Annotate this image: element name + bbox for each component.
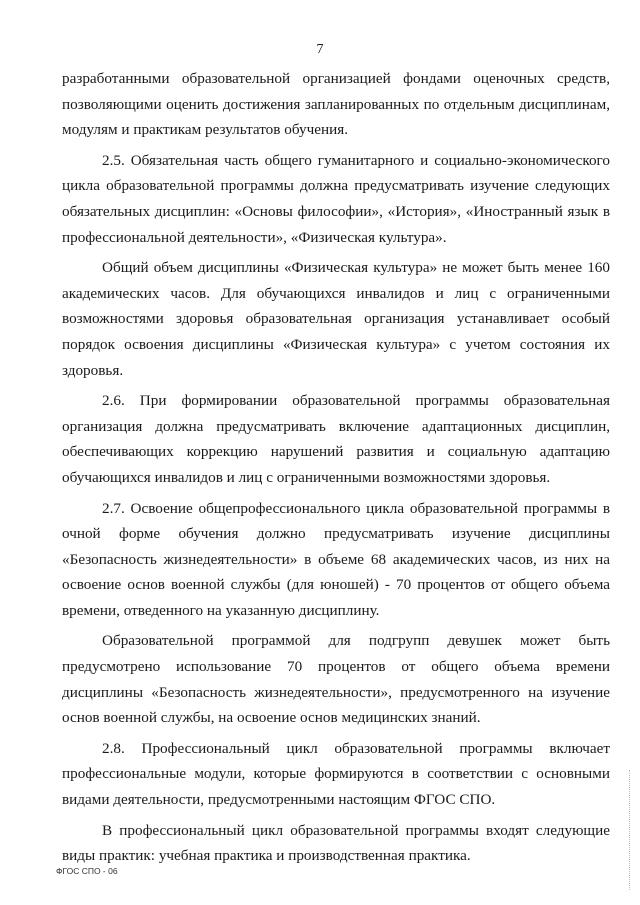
paragraph-girls-subgroups: Образовательной программой для подгрупп девушек может быть предусмотрено использование 70 процентов от общего объема времени дисциплины «Безопасность жизнедеятельности», предусмотренного на изучение основ военной службы, на освоение основ медицинских знаний.	[62, 632, 610, 727]
paragraph-physical-culture: Общий объем дисциплины «Физическая культура» не может быть менее 160 академических часов. Для обучающихся инвалидов и лиц с ограниченными возможностями здоровья образовательная организация устанавливает особый порядок освоения дисциплины «Физическая культура» с учетом состояния их здоровья.	[62, 259, 610, 379]
footer-label: ФГОС СПО - 06	[56, 866, 118, 876]
paragraph-practices: В профессиональный цикл образовательной программы входят следующие виды практик: учебная практика и производственная практика.	[62, 821, 610, 865]
paragraph-continuation: разработанными образовательной организацией фондами оценочных средств, позволяющими оценить достижения запланированных по отдельным дисциплинам, модулям и практикам результатов обучения.	[62, 70, 610, 139]
paragraph-2-6: 2.6. При формировании образовательной программы образовательная организация должна предусматривать включение адаптационных дисциплин, обеспечивающих коррекцию нарушений развития и социальную адаптацию обучающихся инвалидов и лиц с ограниченными возможностями здоровья.	[62, 392, 610, 486]
paragraph-2-8: 2.8. Профессиональный цикл образовательной программы включает профессиональные модули, которые формируются в соответствии с основными видами деятельности, предусмотренными настоящим ФГОС СПО.	[62, 739, 610, 809]
page-number: 7	[316, 42, 324, 57]
paragraph-2-5: 2.5. Обязательная часть общего гуманитарного и социально-экономического цикла образовательной программы должна предусматривать изучение следующих обязательных дисциплин: «Основы философии», «История», «Иностранный язык в профессиональной деятельности», «Физическая культура».	[62, 151, 610, 246]
paragraph-2-7: 2.7. Освоение общепрофессионального цикла образовательной программы в очной форме обучения должно предусматривать изучение дисциплины «Безопасность жизнедеятельности» в объеме 68 академических часов, из них на освоение основ военной службы (для юношей) - 70 процентов от общего объема времени, отведенного на указанную дисциплину.	[62, 499, 610, 619]
document-body	[62, 66, 610, 874]
scan-edge-mark	[629, 770, 631, 890]
